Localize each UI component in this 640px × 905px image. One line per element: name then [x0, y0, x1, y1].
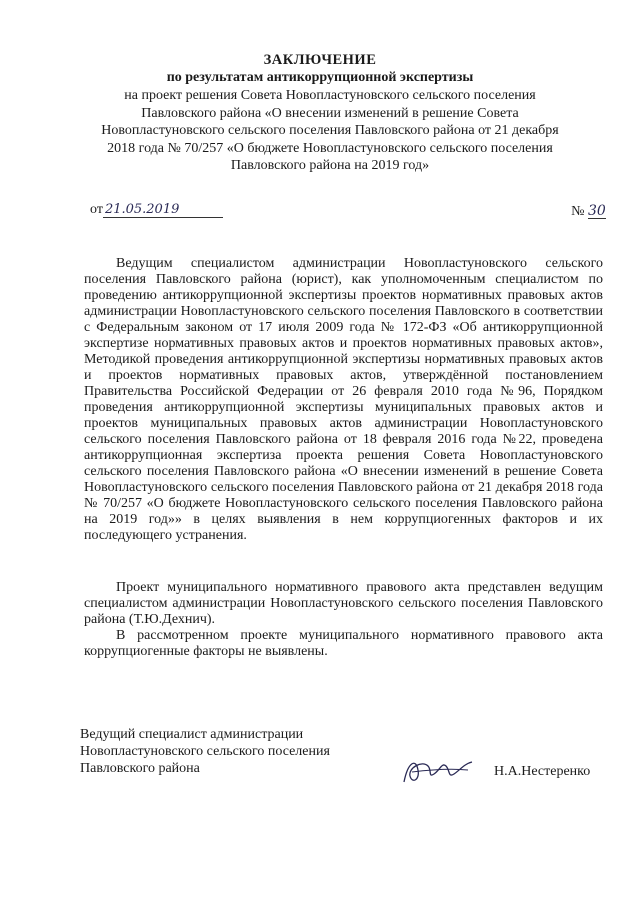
subject-line: 2018 года № 70/257 «О бюджете Новопластуновского сельского поселения: [107, 140, 553, 156]
signatory-position-line: Ведущий специалист администрации: [80, 727, 304, 742]
paragraph: Ведущим специалистом администрации Новопластуновского сельского поселения Павловского района (юрист), как уполномоченным специалистом по проведению антикоррупционной экспертизы проектов нормативных правовых актов администрации Новопластуновского сельского поселения Павловского в соответствии с Федеральным законом от 17 июля 2009 года № 172-ФЗ «Об антикоррупционной экспертизе нормативных правовых актов и проектов нормативных правовых актов», Методикой проведения антикоррупционной экспертизы нормативных правовых актов и проектов нормативных правовых актов, утверждённой постановлением Правительства Российской Федерации от 26 февраля 2010 года №96, Порядком проведения антикоррупционной экспертизы муниципальных правовых актов и проектов муниципальных правовых актов администрации Новопластуновского сельского поселения Павловского района от 18 февраля 2016 года №22, проведена антикоррупционная экспертиза проекта решения Совета Новопластуновского сельского поселения Павловского района «О внесении изменений в решение Совета Новопластуновского сельского поселения Павловского района от 21 декабря 2018 года № 70/257 «О бюджете Новопластуновского сельского поселения Павловского района на 2019 год»» в целях выявления в нем коррупциогенных факторов и их последующего устранения.: [84, 256, 603, 543]
signatory-position-line: Новопластуновского сельского поселения: [80, 744, 330, 759]
document-number: [571, 204, 606, 220]
signatory-position: [80, 726, 330, 777]
document-subtitle: по результатам антикоррупционной экспертизы: [166, 70, 474, 85]
date-value: 21.05.2019: [103, 203, 223, 218]
number-value: 30: [588, 203, 606, 219]
handwritten-signature: [398, 752, 478, 792]
date-prefix: от: [90, 202, 103, 217]
document-title: ЗАКЛЮЧЕНИЕ: [263, 52, 377, 68]
document-body: [84, 256, 603, 660]
subject-line: на проект решения Совета Новопластуновского сельского поселения: [124, 88, 536, 103]
subject-line: Новопластуновского сельского поселения Павловского района от 21 декабря: [101, 123, 559, 138]
number-prefix: №: [571, 204, 585, 219]
paragraph: Проект муниципального нормативного правового акта представлен ведущим специалистом администрации Новопластуновского сельского поселения Павловского района (Т.Ю.Дехнич).: [84, 580, 603, 627]
subject-line: Павловского района на 2019 год»: [230, 158, 430, 173]
subject-line: Павловского района «О внесении изменений в решение Совета: [141, 105, 519, 121]
document-subject: [90, 87, 570, 175]
signatory-name: Н.А.Нестеренко: [494, 764, 591, 779]
document-date: [90, 202, 223, 218]
paragraph: В рассмотренном проекте муниципального нормативного правового акта коррупциогенные факторы не выявлены.: [84, 628, 603, 659]
signatory-position-line: Павловского района: [80, 761, 200, 776]
